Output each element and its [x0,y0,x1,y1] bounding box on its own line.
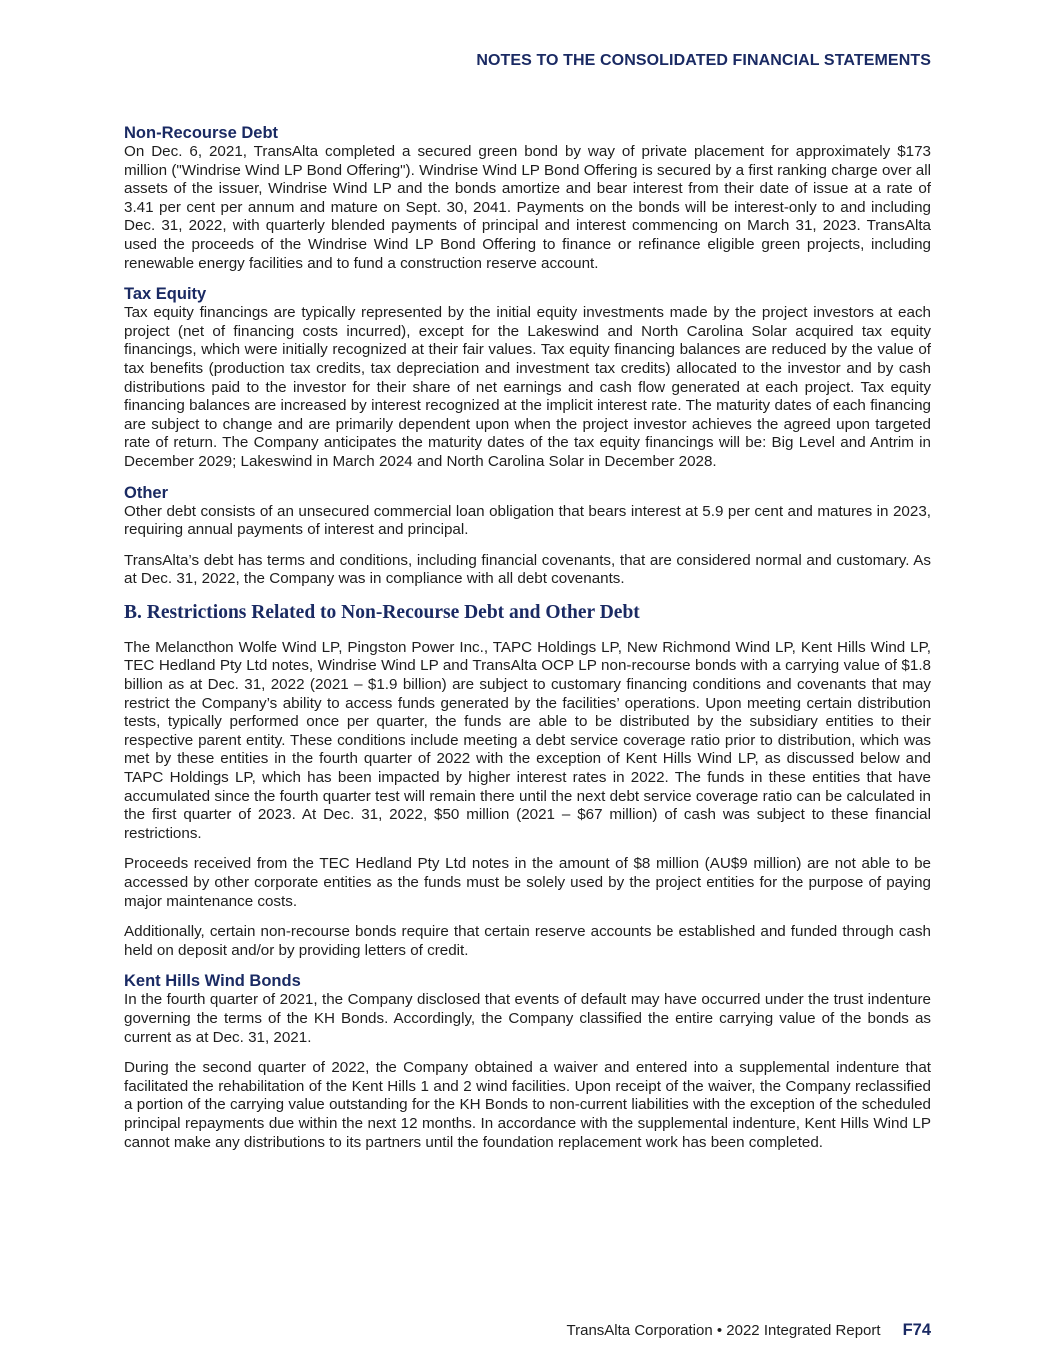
paragraph: On Dec. 6, 2021, TransAlta completed a secured green bond by way of private placement for approximately $173 million ("Windrise Wind LP Bond Offering"). Windrise Wind LP Bond Offering is secured by a first ranking charge over all assets of the issuer, Windrise Wind LP and the bonds amortize and bear interest from their date of issue at a rate of 3.41 per cent per annum and mature on Sept. 30, 2041. Payments on the bonds will be interest-only to and including Dec. 31, 2022, with quarterly blended payments of principal and interest commencing on March 31, 2023. TransAlta used the proceeds of the Windrise Wind LP Bond Offering to finance or refinance eligible green projects, including renewable energy facilities and to fund a construction reserve account. [124,143,931,272]
paragraph: Proceeds received from the TEC Hedland Pty Ltd notes in the amount of $8 million (AU$9 million) are not able to be accessed by other corporate entities as the funds must be solely used by the project entities for the purpose of paying major maintenance costs. [124,855,931,910]
paragraph: Tax equity financings are typically represented by the initial equity investments made by the project investors at each project (net of financing costs incurred), except for the Lakeswind and North Carolina Solar acquired tax equity financings, which were initially recognized at their fair values. Tax equity financing balances are reduced by the value of tax benefits (production tax credits, tax depreciation and investment tax credits) allocated to the investor and by cash distributions paid to the investor for their share of net earnings and cash flow generated at each project. Tax equity financing balances are increased by interest recognized at the implicit interest rate. The maturity dates of each financing are subject to change and are primarily dependent upon when the project investor achieves the agreed upon targeted rate of return. The Company anticipates the maturity dates of the tax equity financings will be: Big Level and Antrim in December 2029; Lakeswind in March 2024 and North Carolina Solar in December 2028. [124,304,931,470]
subheading: Non-Recourse Debt [124,124,279,142]
section-other [124,484,931,589]
section-kent-hills [124,972,931,1152]
running-header: NOTES TO THE CONSOLIDATED FINANCIAL STATEMENTS [476,52,931,69]
section-non-recourse-debt [124,124,931,273]
page-number: F74 [902,1321,931,1339]
section-tax-equity [124,285,931,471]
paragraph: Other debt consists of an unsecured commercial loan obligation that bears interest at 5.9 per cent and matures in 2023, requiring annual payments of interest and principal. [124,502,931,539]
paragraph: The Melancthon Wolfe Wind LP, Pingston Power Inc., TAPC Holdings LP, New Richmond Wind LP, Kent Hills Wind LP, TEC Hedland Pty Ltd notes, Windrise Wind LP and TransAlta OCP LP non-recourse bonds with a carrying value of $1.8 billion as at Dec. 31, 2022 (2021 – $1.9 billion) are subject to customary financing conditions and covenants that may restrict the Company’s ability to access funds generated by the facilities’ operations. Upon meeting certain distribution tests, typically performed once per quarter, the funds are able to be distributed by the subsidiary entities to their respective parent entity. These conditions include meeting a debt service coverage ratio prior to distribution, which was met by these entities in the fourth quarter of 2022 with the exception of Kent Hills Wind LP, as discussed below and TAPC Holdings LP, which has been impacted by higher interest rates in 2022. The funds in these entities that have accumulated since the fourth quarter test will remain there until the next debt service coverage ratio can be calculated in the first quarter of 2023. At Dec. 31, 2022, $50 million (2021 – $67 million) of cash was subject to these financial restrictions. [124,638,931,842]
main-content [124,124,931,1164]
paragraph: TransAlta’s debt has terms and conditions, including financial covenants, that are considered normal and customary. As at Dec. 31, 2022, the Company was in compliance with all debt covenants. [124,551,931,588]
subheading: Kent Hills Wind Bonds [124,972,301,991]
paragraph: Additionally, certain non-recourse bonds require that certain reserve accounts be established and funded through cash held on deposit and/or by providing letters of credit. [124,923,931,959]
section-heading: B. Restrictions Related to Non-Recourse Debt and Other Debt [124,601,640,623]
page-footer [567,1321,931,1340]
paragraph: During the second quarter of 2022, the Company obtained a waiver and entered into a supplemental indenture that facilitated the rehabilitation of the Kent Hills 1 and 2 wind facilities. Upon receipt of the waiver, the Company reclassified a portion of the carrying value outstanding for the KH Bonds to non-current liabilities with the exception of the scheduled principal repayments due within the next 12 months. In accordance with the supplemental indenture, Kent Hills Wind LP cannot make any distributions to its partners until the foundation replacement work has been completed. [124,1059,931,1151]
subheading: Other [124,483,169,502]
paragraph: In the fourth quarter of 2021, the Company disclosed that events of default may have occurred under the trust indenture governing the terms of the KH Bonds. Accordingly, the Company classified the entire carrying value of the bonds as current as at Dec. 31, 2021. [124,991,931,1046]
section-restrictions [124,601,931,961]
footer-text: TransAlta Corporation • 2022 Integrated Report [566,1322,881,1339]
subheading: Tax Equity [124,285,207,304]
